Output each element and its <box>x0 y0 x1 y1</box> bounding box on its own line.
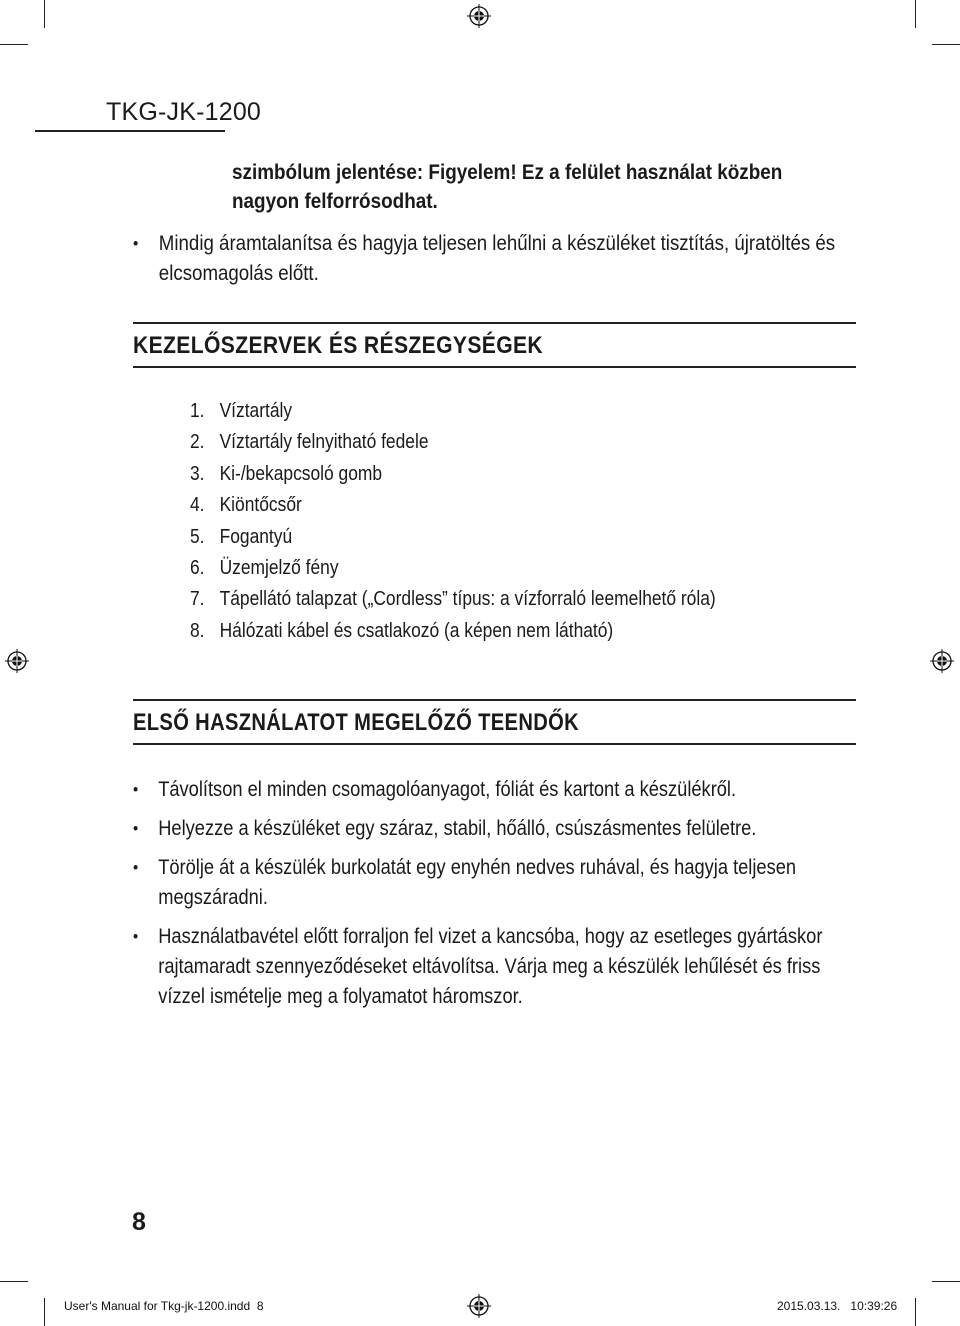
safety-bullet-list <box>133 229 853 298</box>
section-rule-top <box>133 699 856 701</box>
item-label: Ki-/bekapcsoló gomb <box>219 462 383 485</box>
registration-mark-icon <box>467 4 491 28</box>
bullet-text: Helyezze a készüléket egy száraz, stabil, hőálló, csúszásmentes felületre. <box>158 817 757 840</box>
first-use-bullet-list <box>133 775 853 1021</box>
list-item <box>133 922 854 1012</box>
bullet-text: Távolítson el minden csomagolóanyagot, fóliát és kartont a készülékről. <box>158 778 737 801</box>
footer-date: 2015.03.13. <box>777 1299 841 1313</box>
list-item <box>190 553 716 584</box>
crop-mark-top-left-v <box>44 0 45 28</box>
warning-text: szimbólum jelentése: Figyelem! Ez a felület használat közben nagyon felforrósodhat. <box>232 161 783 213</box>
list-item <box>133 775 854 805</box>
crop-mark-bottom-right-h <box>932 1281 960 1282</box>
list-item <box>133 814 854 844</box>
footer-filename <box>64 1299 264 1313</box>
bullet-text: Használatbavétel előtt forraljon fel vizet a kancsóba, hogy az esetleges gyártáskor rajtamaradt szennyeződéseket eltávolítsa. Várja meg a készülék lehűlését és friss vízzel ismételje meg a folyamatot háromszor. <box>158 925 823 1008</box>
crop-mark-top-right-v <box>915 0 916 28</box>
footer-page: 8 <box>256 1299 264 1313</box>
bullet-icon: • <box>133 234 139 253</box>
list-item <box>190 459 716 490</box>
footer-timestamp <box>777 1299 897 1313</box>
section-rule-top <box>133 322 856 324</box>
bullet-icon: • <box>133 927 139 946</box>
list-item <box>190 522 716 553</box>
bullet-icon: • <box>133 819 139 838</box>
parts-list <box>190 396 716 647</box>
bullet-text: Törölje át a készülék burkolatát egy enyhén nedves ruhával, és hagyja teljesen megszáradni. <box>158 856 797 909</box>
crop-mark-bottom-left-h <box>0 1281 28 1282</box>
item-label: Kiöntőcsőr <box>219 494 302 517</box>
crop-mark-top-left-h <box>0 44 28 45</box>
section-first-use <box>133 699 856 745</box>
list-item <box>190 584 716 615</box>
item-number: 1. <box>190 400 205 422</box>
crop-mark-bottom-right-v <box>915 1298 916 1326</box>
item-number: 7. <box>190 588 205 611</box>
section-title: KEZELŐSZERVEK ÉS RÉSZEGYSÉGEK <box>133 332 544 359</box>
item-label: Víztartály felnyitható fedele <box>219 431 429 454</box>
list-item <box>190 490 716 521</box>
section-title: ELSŐ HASZNÁLATOT MEGELŐZŐ TEENDŐK <box>133 709 580 736</box>
item-label: Víztartály <box>219 400 293 422</box>
crop-mark-bottom-left-v <box>44 1298 45 1326</box>
list-item <box>190 616 716 647</box>
crop-mark-top-right-h <box>932 44 960 45</box>
list-item <box>133 853 854 913</box>
item-number: 5. <box>190 525 205 548</box>
registration-mark-icon <box>467 1294 491 1318</box>
section-rule-bottom <box>133 743 856 745</box>
list-item <box>190 396 716 427</box>
item-number: 3. <box>190 462 205 485</box>
registration-mark-icon <box>5 649 29 673</box>
section-controls <box>133 322 856 368</box>
item-number: 2. <box>190 431 205 454</box>
list-item <box>190 427 716 458</box>
model-header: TKG-JK-1200 <box>106 98 262 126</box>
footer-file: User's Manual for Tkg-jk-1200.indd <box>64 1299 251 1313</box>
list-item <box>133 229 853 289</box>
bullet-text: Mindig áramtalanítsa és hagyja teljesen lehűlni a készüléket tisztítás, újratöltés és elcsomagolás előtt. <box>158 232 836 285</box>
item-label: Fogantyú <box>219 525 293 548</box>
item-number: 8. <box>190 619 205 642</box>
footer-time: 10:39:26 <box>850 1299 898 1313</box>
registration-mark-icon <box>930 649 954 673</box>
bullet-icon: • <box>133 780 139 799</box>
page-number: 8 <box>132 1208 146 1236</box>
item-label: Hálózati kábel és csatlakozó (a képen nem látható) <box>219 619 614 642</box>
bullet-icon: • <box>133 858 139 877</box>
item-number: 4. <box>190 494 205 517</box>
section-rule-bottom <box>133 366 856 368</box>
item-label: Üzemjelző fény <box>219 557 339 580</box>
header-rule <box>35 130 225 132</box>
item-number: 6. <box>190 557 205 580</box>
item-label: Tápellátó talapzat („Cordless” típus: a vízforraló leemelhető róla) <box>219 588 716 611</box>
